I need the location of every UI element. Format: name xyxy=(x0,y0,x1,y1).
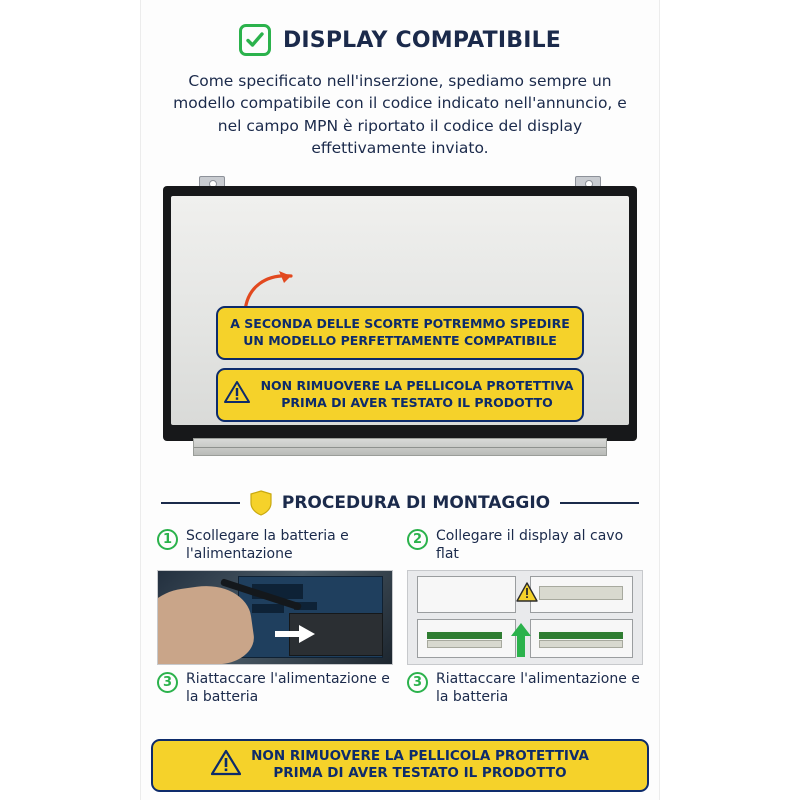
page-title: DISPLAY COMPATIBILE xyxy=(282,27,562,53)
content-sheet xyxy=(140,0,660,800)
procedure-header xyxy=(161,490,639,516)
step-number: 3 xyxy=(157,672,178,693)
header xyxy=(141,24,659,56)
warning-triangle-icon xyxy=(516,582,538,606)
step-item xyxy=(407,671,643,707)
screen-surface xyxy=(171,196,629,425)
warning-triangle-icon xyxy=(224,380,250,409)
header-description: Come specificato nell'inserzione, spediamo sempre un modello compatibile con il codice indicato nell'annuncio, e nel campo MPN è riportato il codice del display effettivamente inviato. xyxy=(173,72,627,158)
arrow-right-icon xyxy=(275,625,315,647)
step-number: 1 xyxy=(157,529,178,550)
check-square-icon xyxy=(239,24,271,56)
step-text: Scollegare la batteria e l'alimentazione xyxy=(186,527,349,562)
procedure-steps xyxy=(157,528,643,707)
arrow-up-icon xyxy=(511,623,531,661)
display-panel-illustration xyxy=(153,176,647,476)
step-text: Riattaccare l'alimentazione e la batteria xyxy=(186,670,390,705)
divider-right xyxy=(560,502,639,504)
step-number: 2 xyxy=(407,529,428,550)
film-warning-callout-text: NON RIMUOVERE LA PELLICOLA PROTETTIVA PRIMA DI AVER TESTATO IL PRODOTTO xyxy=(260,377,574,410)
laptop-internals-photo xyxy=(157,570,393,665)
divider-left xyxy=(161,502,240,504)
step-item xyxy=(157,671,393,707)
footer-warning-line1: NON RIMUOVERE LA PELLICOLA PROTETTIVA xyxy=(251,747,589,764)
step-item xyxy=(157,528,393,564)
step-number: 3 xyxy=(407,672,428,693)
compatibility-callout-text: A SECONDA DELLE SCORTE POTREMMO SPEDIRE UN MODELLO PERFETTAMENTE COMPATIBILE xyxy=(230,315,570,348)
footer-warning-line2: PRIMA DI AVER TESTATO IL PRODOTTO xyxy=(273,765,567,782)
screen-bezel xyxy=(163,186,637,441)
procedure-title: PROCEDURA DI MONTAGGIO xyxy=(281,492,551,513)
compatibility-callout xyxy=(216,306,584,360)
panel-bottom-strip xyxy=(193,438,607,456)
film-warning-callout xyxy=(216,368,584,422)
step-text: Collegare il display al cavo flat xyxy=(436,527,624,562)
warning-triangle-icon xyxy=(211,749,241,782)
shield-icon xyxy=(250,490,272,516)
footer-warning-banner xyxy=(151,739,649,792)
step-item xyxy=(407,528,643,564)
flat-cable-connector-photo xyxy=(407,570,643,665)
step-text: Riattaccare l'alimentazione e la batteria xyxy=(436,670,640,705)
